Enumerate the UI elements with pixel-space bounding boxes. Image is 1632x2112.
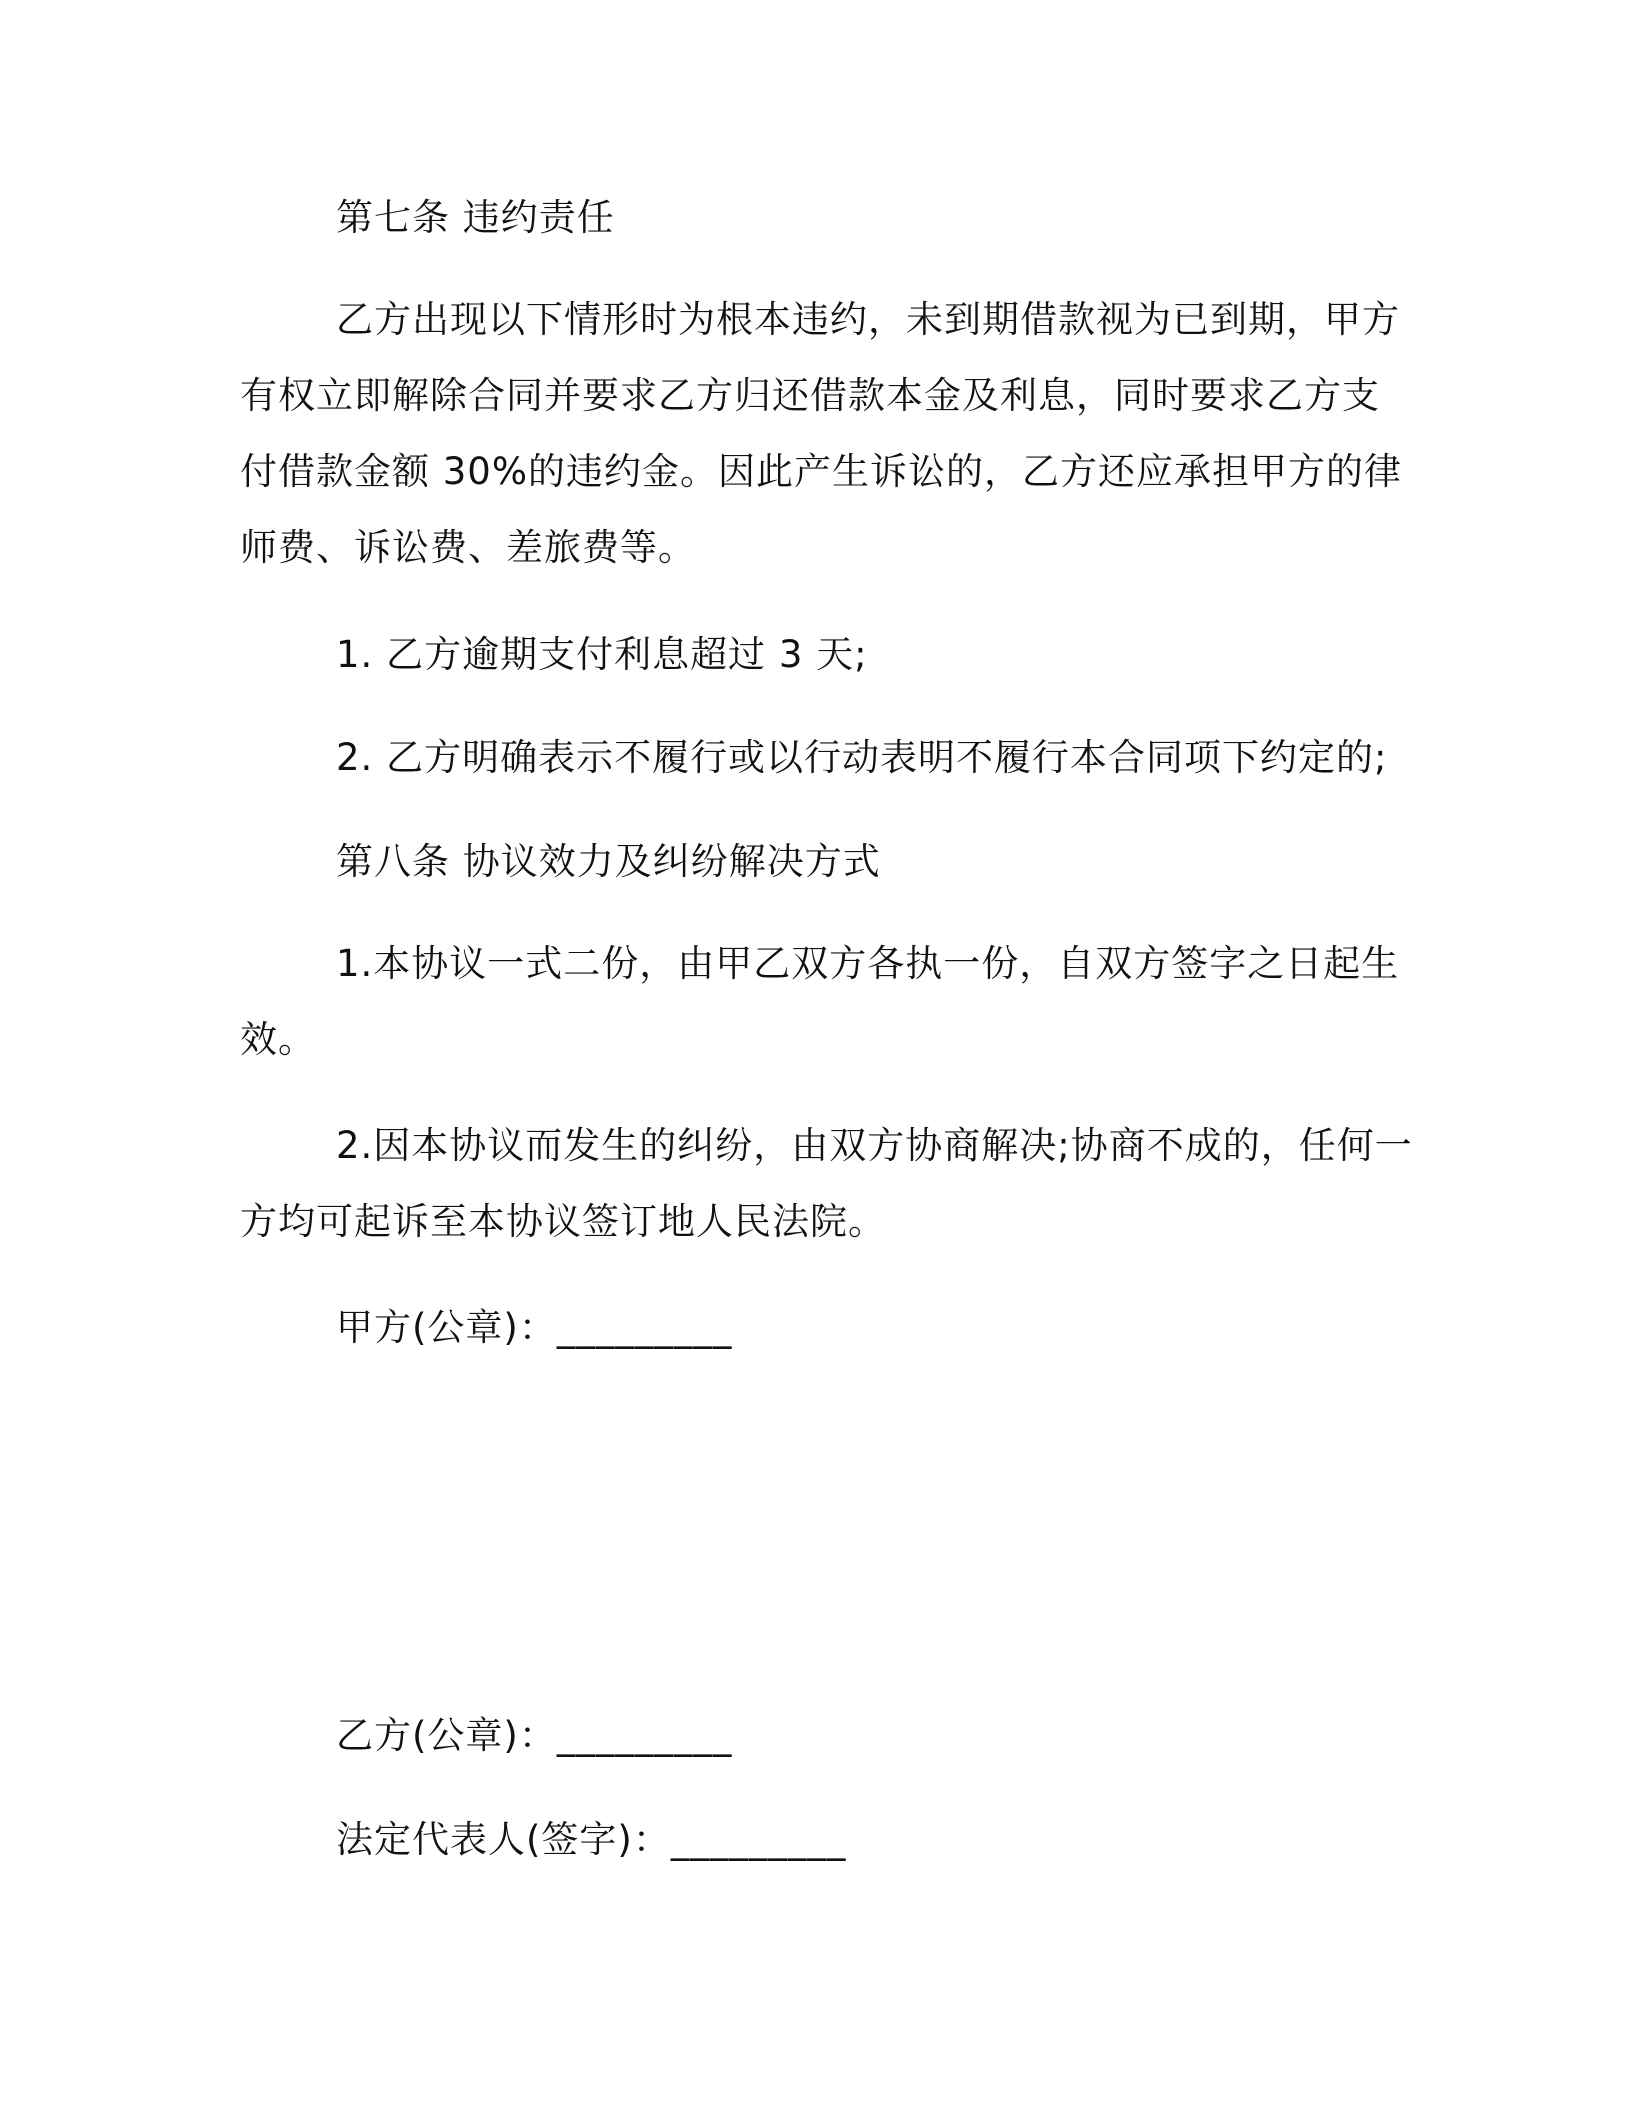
article7-heading: 第七条 违约责任 [336, 196, 615, 239]
party-a-signature-line: 甲方(公章)：_________ [336, 1306, 733, 1349]
article8-item-1-line-2: 效。 [240, 1018, 316, 1061]
article7-paragraph-line-1: 乙方出现以下情形时为根本违约，未到期借款视为已到期，甲方 [336, 298, 1400, 341]
article7-paragraph-line-4: 师费、诉讼费、差旅费等。 [240, 526, 696, 569]
party-b-signature-line: 乙方(公章)：_________ [336, 1714, 733, 1757]
article7-paragraph-line-2: 有权立即解除合同并要求乙方归还借款本金及利息，同时要求乙方支 [240, 374, 1380, 417]
legal-representative-signature-line: 法定代表人(签字)：_________ [336, 1818, 847, 1861]
article8-heading: 第八条 协议效力及纠纷解决方式 [336, 840, 881, 883]
article8-item-2-line-2: 方均可起诉至本协议签订地人民法院。 [240, 1200, 886, 1243]
article8-item-2-line-1: 2.因本协议而发生的纠纷，由双方协商解决;协商不成的，任何一 [336, 1124, 1413, 1167]
article7-paragraph-line-3: 付借款金额 30%的违约金。因此产生诉讼的，乙方还应承担甲方的律 [240, 450, 1402, 493]
article7-item-1: 1. 乙方逾期支付利息超过 3 天; [336, 633, 868, 676]
article8-item-1-line-1: 1.本协议一式二份，由甲乙双方各执一份，自双方签字之日起生 [336, 942, 1400, 985]
article7-item-2: 2. 乙方明确表示不履行或以行动表明不履行本合同项下约定的; [336, 736, 1388, 779]
